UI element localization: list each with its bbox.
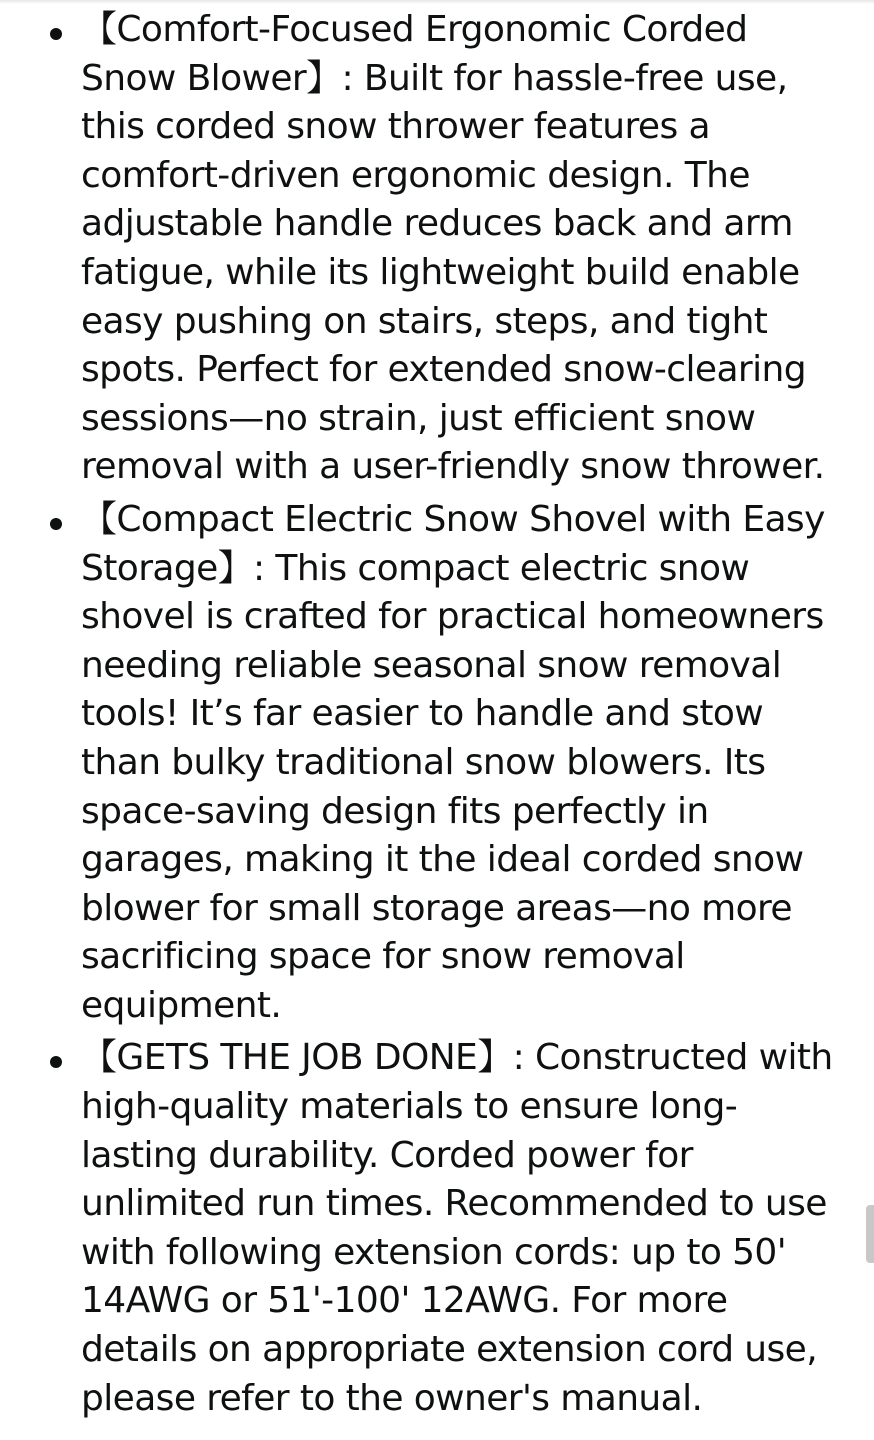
top-edge-shadow — [0, 0, 874, 4]
feature-bullet-comfort-ergonomic — [0, 6, 874, 492]
feature-bullet-list — [0, 6, 874, 1427]
bullet-dot-icon — [50, 1056, 62, 1068]
bullet-dot-icon — [50, 518, 62, 530]
feature-bullet-text: 【Comfort-Focused Ergonomic Corded Snow Blower】: Built for hassle-free use, this corded snow thrower features a comfort-driven ergonomic design. The adjustable handle reduces back and arm fatigue, while its lightweight build enable easy pushing on stairs, steps, and tight spots. Perfect for extended snow-clearing sessions—no strain, just efficient snow removal with a user-friendly snow thrower. — [81, 9, 825, 488]
bullet-dot-icon — [50, 28, 62, 40]
feature-bullet-text: 【GETS THE JOB DONE】: Constructed with high-quality materials to ensure long-lasting durability. Corded power for unlimited run times. Recommended to use with following extension cords: up to 50' 14AWG or 51'-100' 12AWG. For more details on appropriate extension cord use, please refer to the owner's manual. — [81, 1037, 833, 1419]
scrollbar-thumb[interactable] — [866, 1205, 874, 1263]
feature-bullet-compact-storage — [0, 496, 874, 1031]
feature-bullet-text: 【Compact Electric Snow Shovel with Easy Storage】: This compact electric snow shovel is crafted for practical homeowners needing reliable seasonal snow removal tools! It’s far easier to handle and stow than bulky traditional snow blowers. Its space-saving design fits perfectly in garages, making it the ideal corded snow blower for small storage areas—no more sacrificing space for snow removal equipment. — [81, 498, 825, 1026]
feature-bullet-gets-job-done — [0, 1034, 874, 1423]
